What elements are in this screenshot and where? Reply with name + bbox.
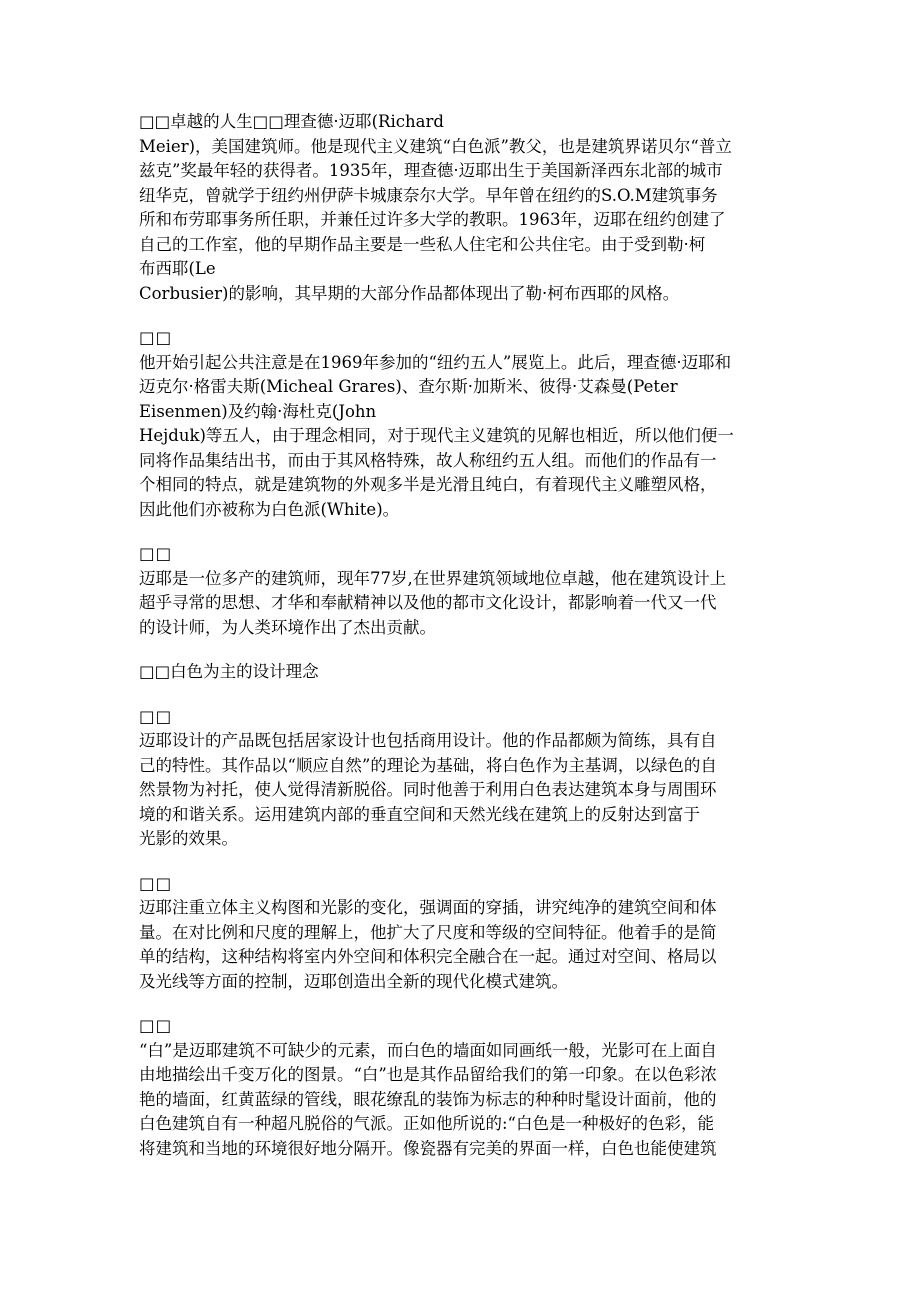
paragraph-design-products [139, 705, 784, 852]
text-line: Hejduk)等五人，由于理念相同，对于现代主义建筑的见解也相近，所以他们便一 [139, 426, 734, 445]
paragraph-prolific-architect [139, 542, 784, 640]
text-line: 超乎寻常的思想、才华和奉献精神以及他的都市文化设计，都影响着一代又一代 [139, 593, 717, 612]
paragraph-white-element [139, 1014, 784, 1161]
paragraph-new-york-five [139, 326, 784, 522]
text-line: 将建筑和当地的环境很好地分隔开。像瓷器有完美的界面一样，白色也能使建筑 [139, 1138, 717, 1158]
text-line: □□卓越的人生□□理查德·迈耶(Richard [139, 112, 444, 131]
text-line: “白”是迈耶建筑不可缺少的元素，而白色的墙面如同画纸一般，光影可在上面自 [139, 1040, 717, 1060]
text-line: 境的和谐关系。运用建筑内部的垂直空间和天然光线在建筑上的反射达到富于 [139, 804, 700, 824]
text-line: 迈耶是一位多产的建筑师，现年77岁,在世界建筑领域地位卓越，他在建筑设计上 [139, 568, 727, 588]
text-line: 然景物为衬托，使人觉得清新脱俗。同时他善于利用白色表达建筑本身与周围环 [139, 780, 717, 799]
text-line: 艳的墙面，红黄蓝绿的管线，眼花缭乱的装饰为标志的种种时髦设计面前，他的 [139, 1089, 717, 1109]
text-line: 迈耶设计的产品既包括居家设计也包括商用设计。他的作品都颇为简练，具有自 [139, 731, 717, 750]
text-line: 自己的工作室，他的早期作品主要是一些私人住宅和公共住宅。由于受到勒·柯 [139, 234, 706, 254]
text-line: 布西耶(Le [139, 259, 216, 278]
placeholder-marker: □□ [139, 873, 173, 893]
text-line: 单的结构，这种结构将室内外空间和体积完全融合在一起。通过对空间、格局以 [139, 947, 717, 966]
text-line: 同将作品集结出书，而由于其风格特殊，故人称纽约五人组。而他们的作品有一 [139, 450, 717, 470]
text-line: 由地描绘出千变万化的图景。“白”也是其作品留给我们的第一印象。在以色彩浓 [139, 1065, 717, 1084]
text-line: Meier)，美国建筑师。他是现代主义建筑“白色派”教父，也是建筑界诺贝尔“普立 [139, 136, 732, 156]
section-heading: □□白色为主的设计理念 [139, 662, 319, 681]
text-line: 兹克”奖最年轻的获得者。1935年，理查德·迈耶出生于美国新泽西东北部的城市 [139, 161, 723, 180]
placeholder-marker: □□ [139, 706, 173, 726]
text-line: 个相同的特点，就是建筑物的外观多半是光滑且纯白，有着现代主义雕塑风格， [139, 475, 717, 494]
placeholder-marker: □□ [139, 328, 173, 347]
text-line: 纽华克，曾就学于纽约州伊萨卡城康奈尔大学。早年曾在纽约的S.O.M建筑事务 [139, 185, 718, 205]
text-line: 迈耶注重立体主义构图和光影的变化，强调面的穿插，讲究纯净的建筑空间和体 [139, 898, 717, 917]
placeholder-marker: □□ [139, 544, 173, 563]
text-line: 光影的效果。 [139, 829, 238, 848]
text-line: 及光线等方面的控制，迈耶创造出全新的现代化模式建筑。 [139, 971, 568, 991]
text-line: 白色建筑自有一种超凡脱俗的气派。正如他所说的:“白色是一种极好的色彩，能 [139, 1114, 714, 1133]
text-line: Eisenmen)及约翰·海杜克(John [139, 401, 377, 421]
document-page [139, 110, 784, 1161]
placeholder-marker: □□ [139, 1016, 173, 1035]
text-line: 所和布劳耶事务所任职，并兼任过许多大学的教职。1963年，迈耶在纽约创建了 [139, 210, 726, 229]
text-line: 因此他们亦被称为白色派(White)。 [139, 499, 400, 519]
paragraph-intro [139, 110, 784, 306]
text-line: 量。在对比例和尺度的理解上，他扩大了尺度和等级的空间特征。他着手的是简 [139, 922, 717, 942]
text-line: 他开始引起公共注意是在1969年参加的“纽约五人”展览上。此后，理查德·迈耶和 [139, 352, 732, 372]
text-line: 己的特性。其作品以“顺应自然”的理论为基础，将白色作为主基调，以绿色的自 [139, 755, 717, 775]
text-line: 的设计师，为人类环境作出了杰出贡献。 [139, 617, 436, 637]
text-line: 迈克尔·格雷夫斯(Micheal Grares)、查尔斯·加斯米、彼得·艾森曼(Peter [139, 377, 678, 396]
paragraph-cubism-light [139, 872, 784, 995]
text-line: Corbusier)的影响，其早期的大部分作品都体现出了勒·柯布西耶的风格。 [139, 283, 680, 303]
section-heading-white-design [139, 660, 784, 685]
